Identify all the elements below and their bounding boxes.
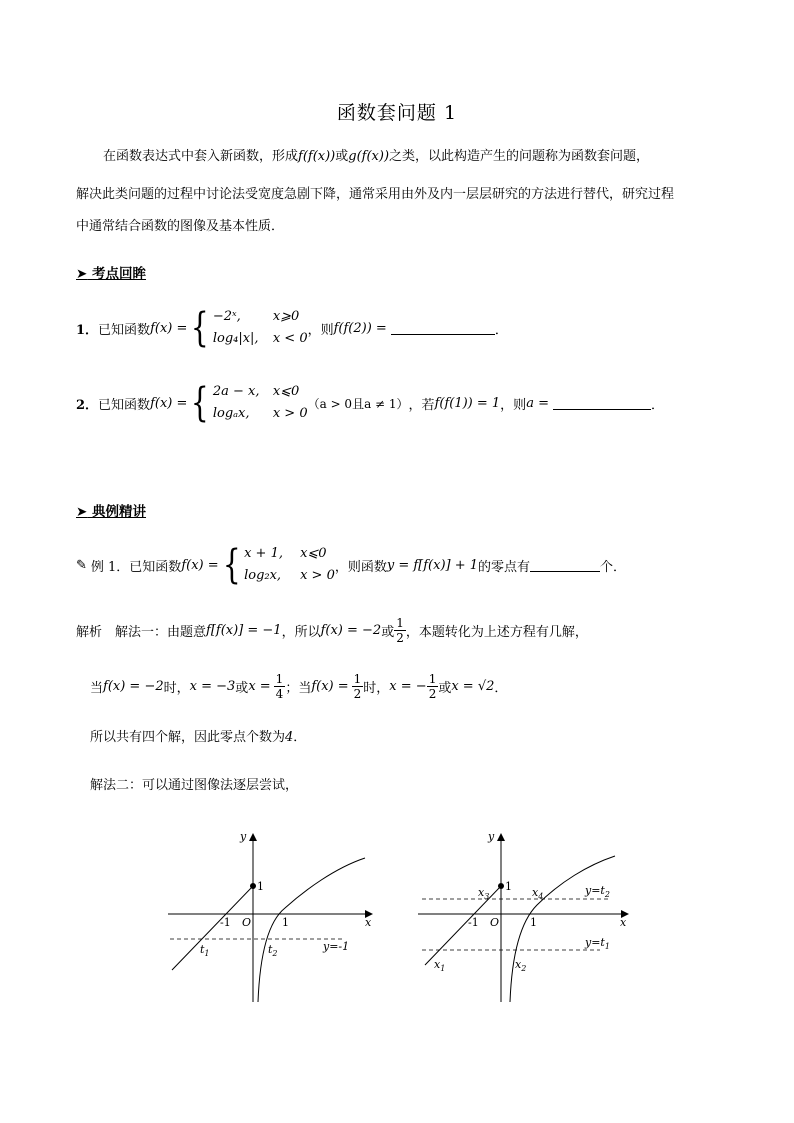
example-1-function: y = f[f(x)] + 1 bbox=[386, 557, 479, 573]
ex1-case1-expr: x + 1, bbox=[244, 546, 283, 561]
left-brace-icon: { bbox=[222, 542, 241, 588]
ex1-case2-cond: x > 0 bbox=[300, 568, 335, 583]
solution-head: 解析 解法一：由题意 bbox=[76, 624, 207, 640]
x-label: x bbox=[620, 916, 627, 929]
fraction-quarter: $\frac{1}{4}$ bbox=[275, 671, 284, 701]
pencil-icon: ✎ bbox=[76, 557, 87, 573]
ex1-case1-cond: x⩽0 bbox=[300, 546, 327, 561]
arrow-icon: ➤ bbox=[76, 266, 88, 282]
log-curve bbox=[258, 858, 365, 1002]
x-label: x bbox=[365, 916, 372, 929]
point-0-1 bbox=[250, 883, 256, 889]
solution-rest: ，本题转化为上述方程有几解， bbox=[405, 624, 588, 640]
section-examples bbox=[76, 500, 146, 520]
example-1-cases bbox=[244, 543, 335, 587]
q2-case1-cond: x⩽0 bbox=[272, 384, 300, 399]
label-y-t2: $y=t_2$ bbox=[585, 884, 610, 899]
question-1-then: ，则 bbox=[307, 322, 334, 338]
origin-label: O bbox=[490, 916, 500, 929]
example-1-end: 个． bbox=[600, 559, 627, 575]
fraction-half-2: $\frac{1}{2}$ bbox=[353, 671, 362, 701]
f-of-f: f(f(x)) bbox=[298, 149, 336, 164]
question-1-cases bbox=[213, 306, 308, 350]
question-1-text: 已知函数 bbox=[98, 322, 151, 338]
solution-eq2: f(x) = −2 bbox=[320, 622, 382, 638]
y-label: y bbox=[240, 830, 247, 843]
q2-case2-cond: x > 0 bbox=[272, 406, 308, 421]
q2-case1-expr: 2a − x, bbox=[212, 384, 260, 399]
question-1-ask: f(f(2)) = bbox=[333, 320, 387, 336]
intro-text-a: 在函数表达式中套入新函数，形成 bbox=[103, 149, 299, 164]
solution-line-3: 所以共有四个解，因此零点个数为4． bbox=[90, 730, 307, 745]
question-2-text: 已知函数 bbox=[98, 397, 151, 413]
q1-case2-expr: log₄|x|, bbox=[212, 331, 259, 346]
label-x2: $x_2$ bbox=[515, 958, 527, 973]
answer-blank-3[interactable] bbox=[530, 559, 600, 572]
tick-1-y: 1 bbox=[257, 880, 264, 893]
fraction-half: $\frac{1}{2}$ bbox=[396, 615, 404, 645]
q2-case2-expr: logₐx, bbox=[212, 406, 250, 421]
label-y-t1: $y=t_1$ bbox=[585, 936, 610, 951]
label-x4: $x_4$ bbox=[532, 886, 544, 901]
g-of-f: g(f(x)) bbox=[348, 149, 390, 164]
solution-so: ，所以 bbox=[281, 624, 321, 640]
question-2-cases bbox=[213, 381, 308, 425]
question-1-end: ． bbox=[494, 322, 508, 338]
solution-line-1 bbox=[76, 612, 588, 648]
label-x3: $x_3$ bbox=[478, 886, 490, 901]
tick-neg1: -1 bbox=[220, 916, 231, 929]
label-t2: $t_2$ bbox=[268, 943, 278, 958]
tick-1-y: 1 bbox=[505, 880, 512, 893]
question-1-number: 1． bbox=[76, 322, 99, 338]
label-t1: $t_1$ bbox=[200, 943, 210, 958]
q1-case1-expr: −2ˣ, bbox=[212, 309, 241, 324]
example-1-mid: ，则函数 bbox=[334, 559, 387, 575]
intro-line-1 bbox=[103, 140, 649, 173]
intro-line-3: 中通常结合函数的图像及基本性质． bbox=[76, 219, 285, 234]
fraction-half-3: $\frac{1}{2}$ bbox=[428, 671, 437, 701]
graph-2 bbox=[410, 820, 640, 1010]
solution-line-4: 解法二：可以通过图像法逐层尝试， bbox=[90, 778, 299, 793]
question-1-fx: f(x) = bbox=[150, 320, 188, 336]
q1-case2-cond: x < 0 bbox=[272, 331, 308, 346]
intro-text-b: 之类，以此构造产生的问题称为函数套问题， bbox=[389, 149, 650, 164]
section-examples-label: 典例精讲 bbox=[92, 504, 147, 520]
example-1-fx: f(x) = bbox=[181, 557, 219, 573]
example-1 bbox=[76, 540, 626, 590]
page-title: 函数套问题 1 bbox=[336, 102, 458, 124]
tick-neg1: -1 bbox=[468, 916, 479, 929]
question-2-number: 2． bbox=[76, 397, 99, 413]
q1-case1-cond: x⩾0 bbox=[272, 309, 300, 324]
log-curve bbox=[510, 856, 615, 1002]
intro-line-2: 解决此类问题的过程中讨论法受宽度急剧下降，通常采用由外及内一层层研究的方法进行替代，研究过程 bbox=[76, 187, 675, 202]
graph-1 bbox=[160, 820, 390, 1010]
question-2-condition: （a > 0且a ≠ 1） bbox=[307, 396, 409, 411]
question-2-fx: f(x) = bbox=[150, 395, 188, 411]
line-x-plus-1 bbox=[172, 886, 253, 970]
origin-label: O bbox=[242, 916, 252, 929]
question-2-given: f(f(1)) = 1 bbox=[434, 395, 501, 411]
point-0-1 bbox=[498, 883, 504, 889]
tick-1-x: 1 bbox=[282, 916, 289, 929]
solution-or: 或 bbox=[381, 624, 395, 640]
left-brace-icon: { bbox=[191, 380, 210, 426]
intro-or: 或 bbox=[335, 149, 349, 164]
ex1-case2-expr: log₂x, bbox=[244, 568, 282, 583]
section-review-label: 考点回眸 bbox=[92, 266, 147, 282]
section-review bbox=[76, 262, 146, 282]
y-label: y bbox=[488, 830, 495, 843]
solution-line-2: 当 f(x) = −2 时， x = −3 或 x = $\frac{1}{4}$ ；当 f(x) = $\frac{1}{2}$ 时， x = − $\frac{1}{2}$ 或 x = √2 ． bbox=[90, 671, 508, 701]
solution-eq1: f[f(x)] = −1 bbox=[206, 622, 282, 638]
arrow-icon: ➤ bbox=[76, 504, 88, 520]
question-1 bbox=[76, 303, 508, 353]
question-2-end: ． bbox=[650, 397, 664, 413]
left-brace-icon: { bbox=[191, 305, 210, 351]
question-2 bbox=[76, 378, 664, 428]
answer-blank-1[interactable] bbox=[391, 322, 495, 335]
example-1-label: 例 1．已知函数 bbox=[90, 559, 182, 575]
tick-1-x: 1 bbox=[530, 916, 537, 929]
question-2-if: ，若 bbox=[408, 397, 435, 413]
example-1-tail: 的零点有 bbox=[478, 559, 531, 575]
label-x1: $x_1$ bbox=[434, 958, 446, 973]
label-y-neg1: y=-1 bbox=[323, 940, 350, 953]
question-2-ask: a = bbox=[526, 395, 549, 411]
answer-blank-2[interactable] bbox=[553, 397, 651, 410]
question-2-then: ，则 bbox=[500, 397, 527, 413]
